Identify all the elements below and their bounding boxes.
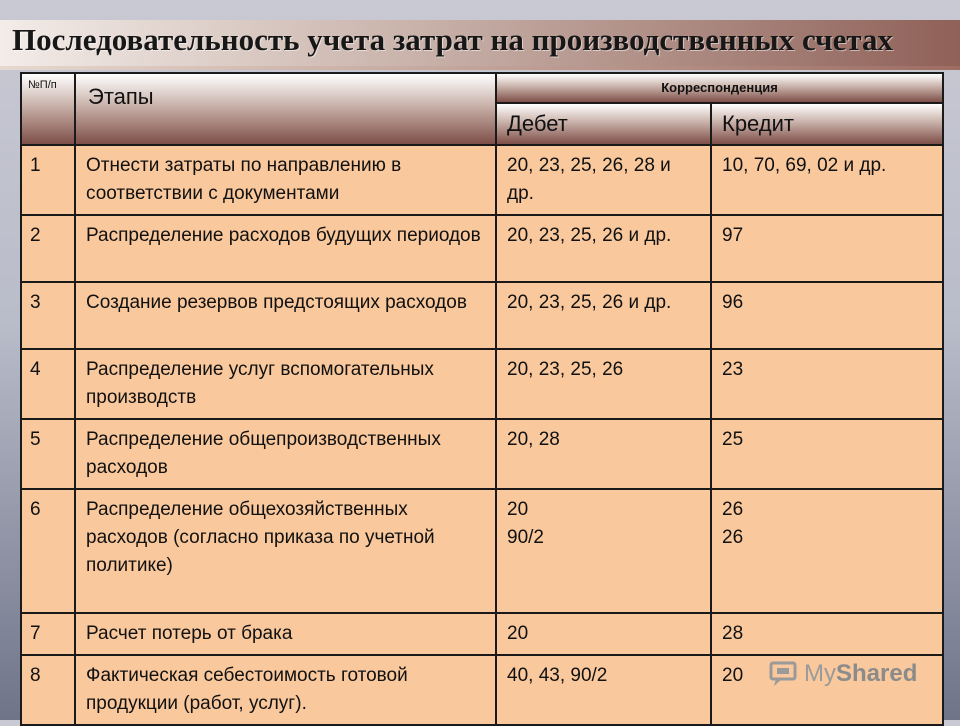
table-row (21, 282, 943, 349)
row-num: 6 (21, 489, 75, 613)
row-num: 2 (21, 215, 75, 282)
title-underline (0, 66, 960, 70)
row-credit: 28 (711, 613, 943, 655)
table-row (21, 419, 943, 489)
row-debit: 20, 23, 25, 26 и др. (496, 282, 711, 349)
row-debit-line: 20 (507, 499, 529, 520)
row-stage: Фактическая себестоимость готовой продукции (работ, услуг). (75, 655, 496, 725)
row-debit: 20 (496, 613, 711, 655)
row-credit: 23 (711, 349, 943, 419)
row-credit-line: 26 (722, 499, 744, 520)
header-correspondence: Корреспонденция (496, 73, 943, 103)
slide-title: Последовательность учета затрат на производственных счетах (12, 22, 894, 57)
row-num: 1 (21, 145, 75, 215)
row-credit: 20 (711, 655, 943, 725)
watermark-text (804, 660, 917, 688)
row-stage: Распределение общехозяйственных расходов (согласно приказа по учетной политике) (75, 489, 496, 613)
watermark-text-shared: Shared (836, 660, 918, 687)
table-row (21, 613, 943, 655)
table-row (21, 215, 943, 282)
row-stage: Распределение общепроизводственных расходов (75, 419, 496, 489)
row-credit: 96 (711, 282, 943, 349)
row-stage: Отнести затраты по направлению в соответствии с документами (75, 145, 496, 215)
row-stage: Расчет потерь от брака (75, 613, 496, 655)
row-num: 8 (21, 655, 75, 725)
row-debit (496, 489, 711, 613)
row-stage: Распределение расходов будущих периодов (75, 215, 496, 282)
row-debit: 20, 28 (496, 419, 711, 489)
table-row (21, 489, 943, 613)
header-debit: Дебет (496, 103, 711, 145)
cost-accounting-table (20, 72, 944, 726)
row-num: 4 (21, 349, 75, 419)
row-num: 7 (21, 613, 75, 655)
row-credit: 25 (711, 419, 943, 489)
row-debit: 20, 23, 25, 26, 28 и др. (496, 145, 711, 215)
row-debit: 40, 43, 90/2 (496, 655, 711, 725)
row-stage: Создание резервов предстоящих расходов (75, 282, 496, 349)
row-credit: 97 (711, 215, 943, 282)
row-debit-line: 90/2 (507, 527, 544, 548)
row-credit-line: 26 (722, 527, 744, 548)
row-credit: 10, 70, 69, 02 и др. (711, 145, 943, 215)
row-debit: 20, 23, 25, 26 (496, 349, 711, 419)
watermark (768, 656, 938, 692)
row-num: 3 (21, 282, 75, 349)
watermark-text-my: My (804, 660, 836, 687)
row-num: 5 (21, 419, 75, 489)
row-stage: Распределение услуг вспомогательных производств (75, 349, 496, 419)
row-debit: 20, 23, 25, 26 и др. (496, 215, 711, 282)
header-credit: Кредит (711, 103, 943, 145)
watermark-logo-icon (768, 660, 798, 688)
header-num: №П/п (21, 73, 75, 145)
header-stage: Этапы (75, 73, 496, 145)
table-row (21, 349, 943, 419)
table-row (21, 145, 943, 215)
row-credit (711, 489, 943, 613)
